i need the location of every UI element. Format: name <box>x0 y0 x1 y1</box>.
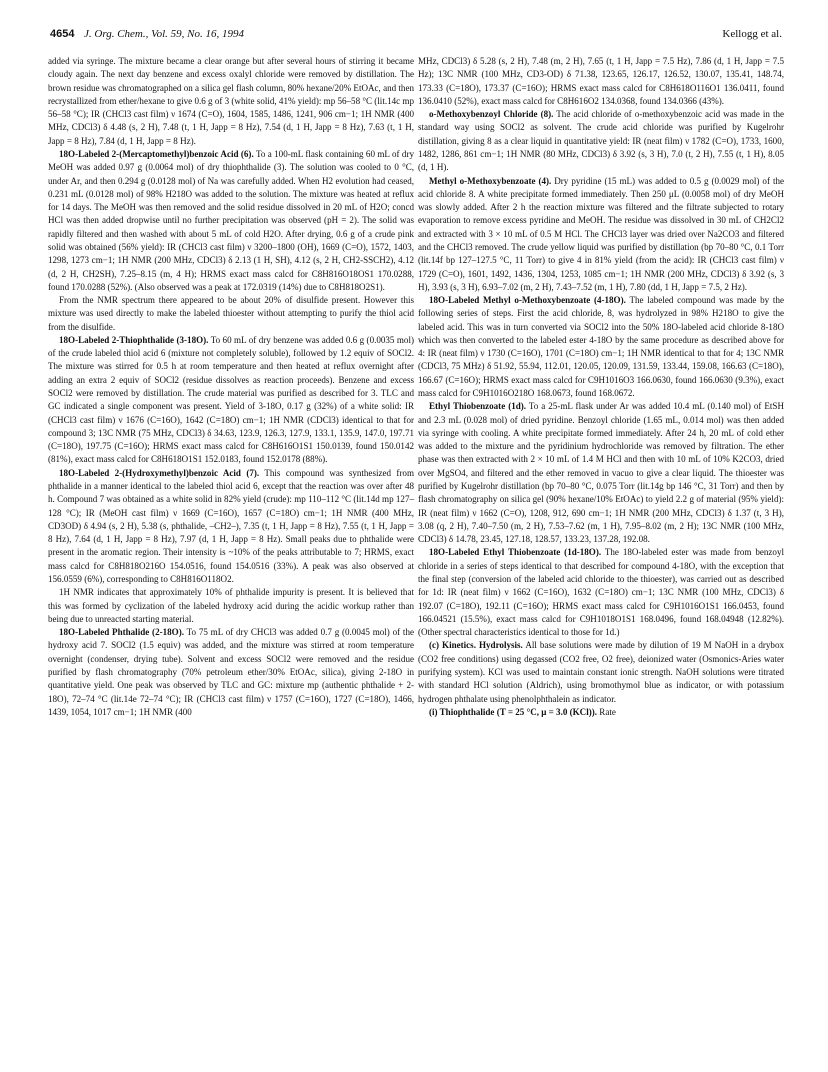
paragraph-heading: 18O-Labeled 2-(Mercaptomethyl)benzoic Acid (6). <box>59 148 254 159</box>
paragraph-text: Dry pyridine (15 mL) was added to 0.5 g (0.0029 mol) of the acid chloride 8. A white precipitate formed immediately. Then 250 μL (0.0058 mol) of dry MeOH was slowly added. After 2 h the reaction mixture was filtered and the filtrate subjected to rotary evaporation to remove excess pyridine and MeOH. The residue was dissolved in 30 mL of CH2Cl2 and extracted with 3 × 10 mL of 0.5 M HCl. The CHCl3 layer was dried over Na2CO3 and filtered and the CHCl3 removed. The crude yellow liquid was purified by distillation (bp 70–80 °C, 0.1 Torr (lit.14f bp 127–127.5 °C, 11 Torr) to give 4 in 81% yield (from the acid): IR (CHCl3 cast film) ν 1729 (C=O), 1601, 1492, 1436, 1304, 1253, 1085 cm−1; 1H NMR (200 MHz, CDCl3) δ 3.92 (s, 3 H), 3.93 (s, 3 H), 6.93–7.02 (m, 2 H), 7.43–7.52 (m, 1 H), 7.80 (dd, 1 H, Japp = 7.5, 2 Hz). <box>418 175 784 292</box>
paragraph <box>418 294 784 400</box>
page-number: 4654 <box>50 28 75 40</box>
paragraph <box>48 586 414 626</box>
paragraph <box>48 55 414 148</box>
left-column <box>48 55 414 719</box>
paragraph-text: added via syringe. The mixture became a clear orange but after several hours of stirring it became cloudy again. The next day benzene and excess oxalyl chloride were removed by distillation. The brown residue was chromatographed on a silica gel flash column, 80% hexane/20% EtOAc, and then recrystallized from ether/hexane to give 0.6 g of 3 (white solid, 41% yield): mp 56–58 °C (lit.14c mp 56–58 °C); IR (CHCl3 cast film) ν 1674 (C=O), 1604, 1585, 1486, 1241, 906 cm−1; 1H NMR (400 MHz, CDCl3) δ 4.48 (s, 2 H), 7.48 (t, 1 H, Japp = 8 Hz), 7.54 (d, 1 H, Japp = 8 Hz), 7.63 (t, 1 H, Japp = 8 Hz), 7.84 (d, 1 H, Japp = 8 Hz). <box>48 56 414 146</box>
paragraph-heading: 18O-Labeled Methyl o-Methoxybenzoate (4-18O). <box>429 295 626 306</box>
paragraph-text: 1H NMR indicates that approximately 10% of phthalide impurity is present. It is believed that this was formed by cyclization of the labeled hydroxy acid during the acidic workup rather than being due to unreacted starting material. <box>48 587 414 624</box>
paragraph <box>418 639 784 705</box>
page-header <box>50 28 782 44</box>
paragraph-text: MHz, CDCl3) δ 5.28 (s, 2 H), 7.48 (m, 2 H), 7.65 (t, 1 H, Japp = 7.5 Hz), 7.86 (d, 1 H, Japp = 7.5 Hz); 13C NMR (100 MHz, CD3-OD) δ 71.38, 123.65, 126.17, 126.52, 130.07, 135.41, 148.74, 173.33 (C=18O), 173.37 (C=16O); HRMS exact mass calcd for C8H618O116O1 136.0411, found 136.0410 (52%), exact mass calcd for C8H616O2 134.0368, found 134.0366 (43%). <box>418 56 784 106</box>
paragraph <box>418 706 784 719</box>
paragraph <box>418 400 784 546</box>
paragraph-text: To 60 mL of dry benzene was added 0.6 g (0.0035 mol) of the crude labeled thiol acid 6 (mixture not completely soluble), followed by 1.2 equiv of SOCl2. The mixture was stirred for 0.5 h at room temperature and then heated at reflux overnight after adding an extra 2 equiv of SOCl2 (residue dissolves as reaction proceeds). Benzene and excess SOCl2 were removed by distillation. The crude material was purified as described for 3. TLC and GC indicated a single component was present. Yield of 3-18O, 0.17 g (32%) of a white solid: IR (CHCl3 cast film) ν 1676 (C=16O), 1642 (C=18O) cm−1; 1H NMR (CDCl3) identical to that for compound 3; 13C NMR (75 MHz, CDCl3) δ 34.63, 123.9, 126.3, 127.9, 133.1, 135.9, 147.0, 197.71 (C=18O), 197.75 (C=16O); HRMS exact mass calcd for C8H616O1S1 150.0139, found 150.0142 (81%), exact mass calcd for C8H618O1S1 152.0183, found 152.0178 (88%). <box>48 334 414 465</box>
right-column <box>418 55 784 719</box>
paragraph <box>48 148 414 294</box>
paragraph-heading: 18O-Labeled 2-Thiophthalide (3-18O). <box>59 334 209 345</box>
paragraph <box>48 334 414 467</box>
paragraph-heading: (c) Kinetics. Hydrolysis. <box>429 640 523 651</box>
paragraph-text: The 18O-labeled ester was made from benzoyl chloride in a series of steps identical to that described for compound 4-18O, with the exception that the final step (conversion of the labeled acid chloride to the thioester), was carried out as described for 1d: IR (neat film) ν 1662 (C=16O), 1632 (C=18O) cm−1; 13C NMR (100 MHz, CDCl3) δ 192.07 (C=18O), 192.11 (C=16O); HRMS exact mass calcd for C9H1016O1S1 166.0453, found 166.04521 (15.5%), exact mass calcd for C9H1018O1S1 168.0496, found 168.04948 (12.82%). (Other spectral characteristics identical to those for 1d.) <box>418 547 784 638</box>
paragraph-heading: o-Methoxybenzoyl Chloride (8). <box>429 109 554 120</box>
paragraph-text: The acid chloride of o-methoxybenzoic acid was made in the standard way using SOCl2 as solvent. The crude acid chloride was purified by Kugelrohr distillation, giving 8 as a clear liquid in quantitative yield: IR (neat film) ν 1782 (C=O), 1733, 1600, 1482, 1286, 861 cm−1; 1H NMR (80 MHz, CDCl3) δ 3.92 (s, 3 H), 7.0 (t, 2 H), 7.55 (t, 1 H), 8.05 (d, 1 H). <box>418 109 784 173</box>
paragraph <box>418 175 784 295</box>
paragraph <box>48 467 414 587</box>
paragraph <box>48 294 414 334</box>
paragraph-heading: (i) Thiophthalide (T = 25 °C, μ = 3.0 (KCl)). <box>429 706 598 717</box>
journal-citation: J. Org. Chem., Vol. 59, No. 16, 1994 <box>84 28 245 40</box>
paragraph <box>48 626 414 719</box>
paragraph-heading: 18O-Labeled Ethyl Thiobenzoate (1d-18O). <box>429 547 602 558</box>
paragraph <box>418 546 784 639</box>
paragraph-heading: Methyl o-Methoxybenzoate (4). <box>429 175 552 186</box>
paragraph-text: All base solutions were made by dilution of 19 M NaOH in a drybox (CO2 free conditions) using degassed (CO2 free, O2 free), deionized water (Osmonics-Aries water purifying system). KCl was used to maintain constant ionic strength. NaOH solutions were titrated with standard HCl solution (Aldrich), using bromothymol blue as indicator, or with potassium hydrogen phthalate using phenolphthalein as indicator. <box>418 640 784 704</box>
paragraph <box>418 108 784 174</box>
paragraph-heading: 18O-Labeled Phthalide (2-18O). <box>59 627 184 638</box>
paragraph-heading: 18O-Labeled 2-(Hydroxymethyl)benzoic Acid (7). <box>59 467 260 478</box>
paragraph-text: From the NMR spectrum there appeared to be about 20% of disulfide present. However this mixture was used directly to make the labeled thioester without attempting to purify the thiol acid from the disulfide. <box>48 295 414 332</box>
paragraph <box>418 55 784 108</box>
paragraph-text: To a 25-mL flask under Ar was added 10.4 mL (0.140 mol) of EtSH and 2.3 mL (0.028 mol) of dried pyridine. Benzoyl chloride (1.65 mL, 0.014 mol) was then added via syringe with cooling. A white precipitate formed immediately. After 24 h, 20 mL of cold ether was added to the mixture and the pyridinium hydrochloride was removed by filtration. The ether phase was then extracted with 2 × 10 mL of 1.4 M HCl and then with 10 mL of 10% K2CO3, dried over MgSO4, and filtered and the ether removed in vacuo to give a clear liquid. The thioester was purified by Kugelrohr distillation (bp 70–80 °C, 0.075 Torr (lit.14g bp 146 °C, 31 Torr) and then by flash chromatography on silica gel (90% hexane/10% EtOAc) to yield 2.2 g of material (95% yield): IR (neat film) ν 1662 (C=O), 1208, 912, 690 cm−1; 1H NMR (200 MHz, CDCl3) δ 1.37 (t, 3 H), 3.08 (q, 2 H), 7.40–7.50 (m, 2 H), 7.53–7.62 (m, 1 H), 7.95–8.02 (m, 2 H); 13C NMR (100 MHz, CDCl3) δ 14.78, 23.45, 127.18, 128.57, 133.23, 137.28, 192.08. <box>418 401 784 545</box>
paragraph-heading: Ethyl Thiobenzoate (1d). <box>429 401 527 412</box>
paragraph-text: The labeled compound was made by the following series of steps. First the acid chloride, 8, was hydrolyzed in 98% H218O to give the labeled acid. This was in turn converted via SOCl2 into the 50% 18O-labeled acid chloride 8-18O which was then converted to the labeled ester 4-18O by the same procedure as described above for 4: IR (neat film) ν 1730 (C=16O), 1701 (C=18O) cm−1; 1H NMR identical to that for 4; 13C NMR (CDCl3, 75 MHz) δ 51.92, 55.94, 112.01, 120.05, 120.09, 131.59, 133.44, 159.08, 166.63 (C=18O), 166.67 (C=16O); HRMS exact mass calcd for C9H1016O3 166.0630, found 166.0630 (9.3%), exact mass calcd for C9H1016O218O 168.0673, found 168.0672. <box>418 295 784 399</box>
paragraph-text: Rate <box>599 706 616 717</box>
running-author: Kellogg et al. <box>722 28 782 40</box>
paragraph-text: To 75 mL of dry CHCl3 was added 0.7 g (0.0045 mol) of the hydroxy acid 7. SOCl2 (1.5 equiv) was added, and the mixture was stirred at room temperature overnight (condenser, drying tube). Solvent and excess SOCl2 were removed and the residue purified by flash chromatography (70% petroleum ether/30% EtOAc, silica), giving 2-18O in quantitative yield. One peak was observed by TLC and GC: mixture mp (authentic phthalide + 2-18O), 72–74 °C (lit.14e 72–74 °C); IR (CHCl3 cast film) ν 1757 (C=16O), 1727 (C=18O), 1466, 1439, 1054, 1017 cm−1; 1H NMR (400 <box>48 627 414 717</box>
paragraph-text: This compound was synthesized from phthalide in a manner identical to the labeled thiol acid 6, except that the reaction was over after 48 h. Compound 7 was obtained as a white solid in 82% yield (crude): mp 110–112 °C (lit.14d mp 127–128 °C); IR (MeOH cast film) ν 1669 (C=16O), 1657 (C=18O) cm−1; 1H NMR (400 MHz, CD3OD) δ 4.94 (s, 2 H), 5.38 (s, phthalide, –CH2–), 7.35 (t, 1 H, Japp = 8 Hz), 7.55 (t, 1 H, Japp = 8 Hz), 7.64 (d, 1 H, Japp = 8 Hz), 7.97 (d, 1 H, Japp = 8 Hz). Small peaks due to phthalide were present in the aromatic region. Their intensity is ~10% of the peaks attributable to 7; HRMS, exact mass calcd for C8H818O216O 154.0516, found 154.0516 (33%). A peak was also observed at 156.0559 (6%), corresponding to C8H816O118O2. <box>48 467 414 584</box>
paragraph-text: To a 100-mL flask containing 60 mL of dry MeOH was added 0.97 g (0.0064 mol) of dry thiophthalide (3). The solution was cooled to 0 °C, under Ar, and then 0.294 g (0.0128 mol) of Na was carefully added. When H2 evolution had ceased, 0.231 mL (0.0128 mol) of 98% H218O was added to the solution. The mixture was heated at reflux for 14 days. The MeOH was then removed and the solid residue dissolved in 20 mL of H2O; concd HCl was then added dropwise until no further precipitation was observed (pH = 2). The solid was rapidly filtered and then washed with about 5 mL of cold H2O. After drying, 0.6 g of a crude pink solid was obtained (56% yield): IR (CHCl3 cast film) ν 3200–1800 (OH), 1669 (C=O), 1572, 1403, 1298, 1273 cm−1; 1H NMR (200 MHz, CDCl3) δ 2.13 (1 H, SH), 4.12 (s, 2 H, CH2-SSCH2), 4.12 (d, 2 H, CH2SH), 7.25–8.15 (m, 4 H); HRMS exact mass calcd for C8H816O18OS1 170.0288, found 170.0288 (52%). (Also observed was a peak at 172.0319 (14%) due to C8H818O2S1). <box>48 148 414 292</box>
